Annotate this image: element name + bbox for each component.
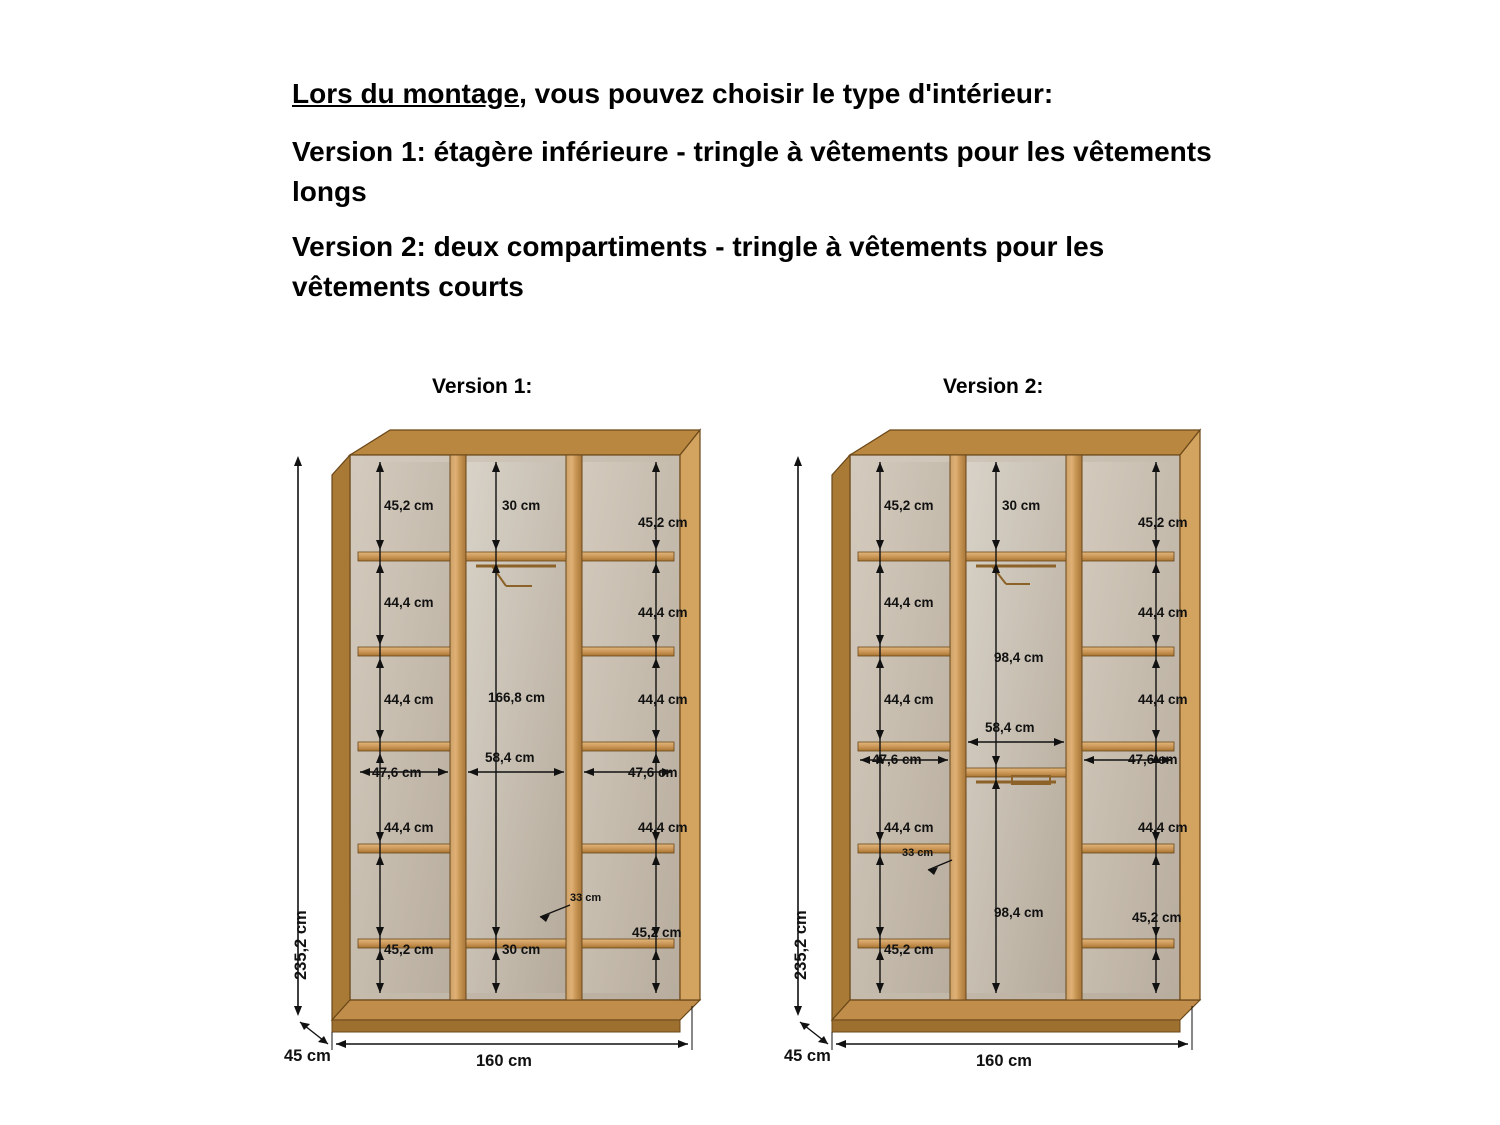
v1-right-dim-3: 44,4 cm bbox=[638, 692, 688, 707]
v2-center-dim-upper: 98,4 cm bbox=[994, 650, 1044, 665]
v1-left-dim-5: 44,4 cm bbox=[384, 820, 434, 835]
v1-center-dim-33: 33 cm bbox=[570, 892, 602, 904]
version-1-caption: Version 1: bbox=[432, 375, 533, 398]
v2-center-dim-33: 33 cm bbox=[902, 847, 934, 859]
heading-line-1 bbox=[292, 74, 1242, 114]
v2-center-dim-top: 30 cm bbox=[1002, 498, 1041, 513]
v1-center-dim-bottom: 30 cm bbox=[502, 942, 541, 957]
v2-right-dim-3: 44,4 cm bbox=[1138, 692, 1188, 707]
v2-right-dim-5: 44,4 cm bbox=[1138, 820, 1188, 835]
v1-center-dim-top: 30 cm bbox=[502, 498, 541, 513]
v1-width-label: 160 cm bbox=[476, 1052, 532, 1070]
v2-left-dim-2: 44,4 cm bbox=[884, 595, 934, 610]
v2-depth-label: 45 cm bbox=[784, 1047, 831, 1065]
v2-total-height-label: 235,2 cm bbox=[792, 910, 810, 980]
v2-left-dim-1: 45,2 cm bbox=[884, 498, 934, 513]
v2-center-dim-lower: 98,4 cm bbox=[994, 905, 1044, 920]
wardrobe-diagram-version-1 bbox=[280, 420, 750, 1080]
v1-left-dim-6: 45,2 cm bbox=[384, 942, 434, 957]
v1-center-dim-main: 166,8 cm bbox=[488, 690, 546, 705]
v1-right-dim-4: 47,6 cm bbox=[628, 765, 678, 780]
instruction-text-block bbox=[292, 74, 1242, 325]
v1-left-dim-3: 44,4 cm bbox=[384, 692, 434, 707]
wardrobe-diagram-version-2 bbox=[780, 420, 1250, 1080]
v1-left-dim-1: 45,2 cm bbox=[384, 498, 434, 513]
v1-center-dim-width: 58,4 cm bbox=[485, 750, 535, 765]
v1-right-dim-1: 45,2 cm bbox=[638, 515, 688, 530]
v1-left-dim-2: 44,4 cm bbox=[384, 595, 434, 610]
v2-left-dim-3: 44,4 cm bbox=[884, 692, 934, 707]
v2-left-dim-6: 45,2 cm bbox=[884, 942, 934, 957]
v2-center-dim-width: 58,4 cm bbox=[985, 720, 1035, 735]
v2-right-dim-4: 47,6 cm bbox=[1128, 752, 1178, 767]
v1-right-dim-6: 45,2 cm bbox=[632, 925, 682, 940]
v2-right-dim-6: 45,2 cm bbox=[1132, 910, 1182, 925]
v1-left-dim-4: 47,6 cm bbox=[372, 765, 422, 780]
v2-width-label: 160 cm bbox=[976, 1052, 1032, 1070]
v2-left-dim-4: 47,6 cm bbox=[872, 752, 922, 767]
v1-depth-label: 45 cm bbox=[284, 1047, 331, 1065]
v1-right-dim-2: 44,4 cm bbox=[638, 605, 688, 620]
heading-line-1-underlined: Lors du montage bbox=[292, 78, 520, 109]
heading-version-2-description: Version 2: deux compartiments - tringle à vêtements pour les vêtements courts bbox=[292, 231, 1105, 302]
v2-right-dim-2: 44,4 cm bbox=[1138, 605, 1188, 620]
heading-version-1-description: Version 1: étagère inférieure - tringle à vêtements pour les vêtements longs bbox=[292, 135, 1212, 207]
v2-right-dim-1: 45,2 cm bbox=[1138, 515, 1188, 530]
v2-left-dim-5: 44,4 cm bbox=[884, 820, 934, 835]
heading-line-1-rest: , vous pouvez choisir le type d'intérieur: bbox=[519, 78, 1054, 109]
v1-total-height-label: 235,2 cm bbox=[292, 910, 310, 980]
version-2-caption: Version 2: bbox=[943, 375, 1044, 398]
v1-right-dim-5: 44,4 cm bbox=[638, 820, 688, 835]
